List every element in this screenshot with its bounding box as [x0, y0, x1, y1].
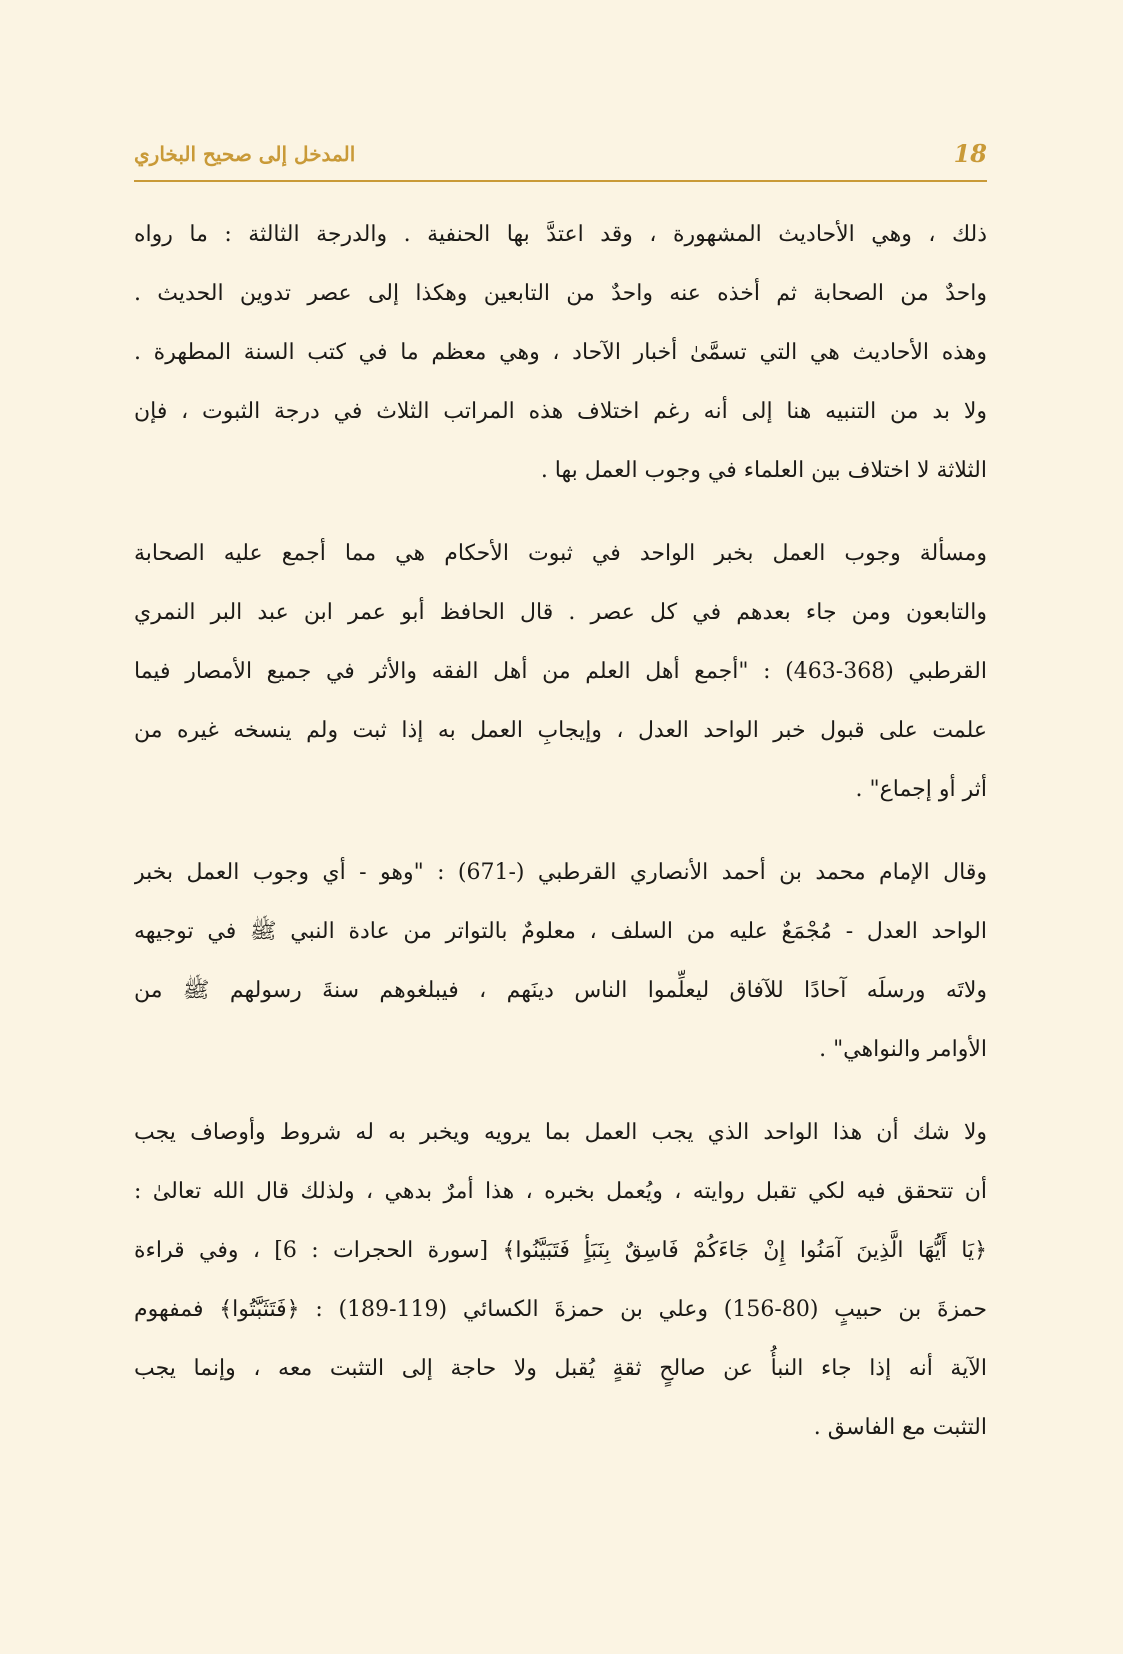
text-line: ومسألة وجوب العمل بخبر الواحد في ثبوت الأحكام هي مما أجمع عليه الصحابة: [134, 541, 987, 566]
paragraph: [134, 1103, 987, 1457]
text-line: علمت على قبول خبر الواحد العدل ، وإيجابِ العمل به إذا ثبت ولم ينسخه غيره من: [134, 718, 987, 743]
text-line: أثر أو إجماع" .: [855, 777, 987, 802]
text-line: والتابعون ومن جاء بعدهم في كل عصر . قال الحافظ أبو عمر ابن عبد البر النمري: [134, 600, 987, 625]
header-divider: [134, 180, 987, 182]
text-line: واحدٌ من الصحابة ثم أخذه عنه واحدٌ من التابعين وهكذا إلى عصر تدوين الحديث .: [134, 281, 987, 306]
text-line: ولاتَه ورسلَه آحادًا للآفاق ليعلِّموا الناس دينَهم ، فيبلغوهم سنةَ رسولهم ﷺ من: [134, 978, 987, 1003]
text-line: ذلك ، وهي الأحاديث المشهورة ، وقد اعتدَّ بها الحنفية . والدرجة الثالثة : ما رواه: [134, 222, 987, 247]
text-line: الواحد العدل - مُجْمَعٌ عليه من السلف ، معلومٌ بالتواتر من عادة النبي ﷺ في توجيهه: [134, 919, 987, 944]
paragraph: [134, 843, 987, 1079]
text-line: التثبت مع الفاسق .: [813, 1415, 987, 1440]
body-text: [134, 205, 987, 1481]
page-header: [134, 136, 987, 178]
paragraph: [134, 205, 987, 500]
running-title: المدخل إلى صحيح البخاري: [134, 142, 356, 166]
text-line: الآية أنه إذا جاء النبأُ عن صالحٍ ثقةٍ يُقبل ولا حاجة إلى التثبت معه ، وإنما يجب: [134, 1356, 987, 1381]
text-line: وهذه الأحاديث هي التي تسمَّىٰ أخبار الآحاد ، وهي معظم ما في كتب السنة المطهرة .: [134, 340, 987, 365]
text-line: الأوامر والنواهي" .: [819, 1037, 987, 1062]
text-line: أن تتحقق فيه لكي تقبل روايته ، ويُعمل بخبره ، هذا أمرٌ بدهي ، ولذلك قال الله تعالىٰ :: [134, 1179, 987, 1204]
text-line: ولا شك أن هذا الواحد الذي يجب العمل بما يرويه ويخبر به له شروط وأوصاف يجب: [134, 1120, 987, 1145]
text-line: القرطبي (368-463) : "أجمع أهل العلم من أهل الفقه والأثر في جميع الأمصار فيما: [134, 659, 987, 684]
text-line: ﴿يَا أَيُّهَا الَّذِينَ آمَنُوا إِنْ جَاءَكُمْ فَاسِقٌ بِنَبَأٍ فَتَبَيَّنُوا﴾ [سورة الحجرات : 6] ، وفي قراءة: [134, 1238, 987, 1263]
paragraph: [134, 524, 987, 819]
page-number: 18: [953, 139, 987, 168]
text-line: ولا بد من التنبيه هنا إلى أنه رغم اختلاف هذه المراتب الثلاث في درجة الثبوت ، فإن: [134, 399, 987, 424]
text-line: وقال الإمام محمد بن أحمد الأنصاري القرطبي (-671) : "وهو - أي وجوب العمل بخبر: [134, 860, 987, 885]
text-line: حمزةَ بن حبيبٍ (80-156) وعلي بن حمزةَ الكسائي (119-189) : ﴿فَتَثَبَّتُوا﴾ فمفهوم: [134, 1297, 987, 1322]
text-line: الثلاثة لا اختلاف بين العلماء في وجوب العمل بها .: [540, 458, 987, 483]
